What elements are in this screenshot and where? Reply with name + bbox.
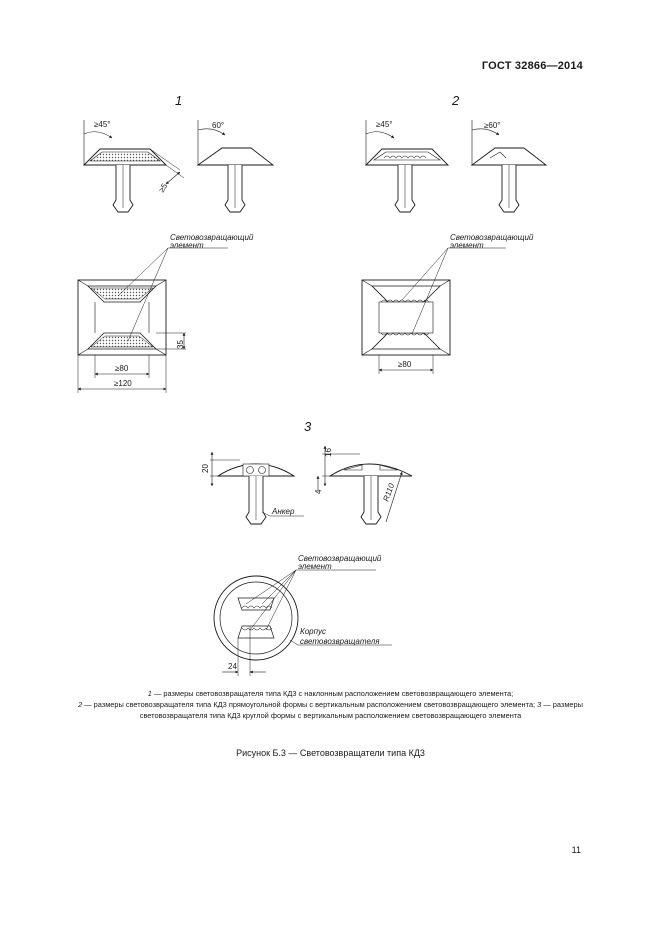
panel-3-plan-view <box>214 570 392 676</box>
legend-item-number: 2 <box>78 700 83 710</box>
angle-label: 60° <box>212 121 225 130</box>
body-label: Корпус <box>300 627 327 636</box>
body-label: световозвращателя <box>300 637 380 646</box>
legend-item-number: 1 <box>147 689 152 698</box>
reflective-element-label: Световозвращающий <box>298 554 382 563</box>
angle-label: ≥45° <box>376 120 393 129</box>
reflective-element-label: элемент <box>170 241 204 250</box>
page-number: 11 <box>571 845 581 855</box>
dimension-label: ≥5 <box>156 181 170 194</box>
reflective-element-label: элемент <box>298 562 332 571</box>
figure-legend <box>50 688 611 722</box>
panel-2-side-view-60 <box>472 120 546 212</box>
dimension-label: ≥80 <box>398 360 412 369</box>
panel-2-side-view-vertical <box>366 120 448 212</box>
anchor-label: Анкер <box>272 507 295 516</box>
panel-3-side-view-radius <box>314 446 412 524</box>
panel-1-side-view-inclined <box>84 120 184 212</box>
legend-item-text: — размеры световозвращателя типа КД3 с наклонным расположением световозвращающего элемента; <box>151 689 514 698</box>
legend-item-text: — размеры световозвращателя типа КД3 круглой формы с вертикальным расположением световозвращающего элемента <box>139 700 583 721</box>
figure-title: Рисунок Б.3 — Световозвращатели типа КД3 <box>236 748 425 758</box>
reflective-element-label: Световозвращающий <box>450 233 534 242</box>
panel-3-label: 3 <box>304 419 312 434</box>
panel-1-side-view-60 <box>198 120 273 212</box>
panel-1-label: 1 <box>175 93 183 108</box>
dimension-label: ≥80 <box>115 364 129 373</box>
legend-item-text: — размеры световозвращателя типа КД3 прямоугольной формы с вертикальным расположением световозвращающего элемента; <box>82 700 536 710</box>
dimension-label: ≥120 <box>114 379 132 388</box>
panel-2-plan-view <box>362 248 506 374</box>
legend-item-number: 3 <box>537 700 542 710</box>
panel-1-plan-view <box>78 248 228 393</box>
angle-label: ≥60° <box>484 121 501 130</box>
reflective-element-label: Световозвращающий <box>170 233 254 242</box>
dimension-label: 20 <box>201 464 210 473</box>
panel-2-label: 2 <box>452 93 460 108</box>
reflective-element-label: элемент <box>450 241 484 250</box>
angle-label: ≥45° <box>94 120 111 129</box>
standard-header: ГОСТ 32866—2014 <box>481 60 583 72</box>
dimension-label: 16 <box>324 448 333 457</box>
radius-label: R110 <box>381 482 397 503</box>
dimension-label: 4 <box>314 489 323 494</box>
dimension-label: 24 <box>228 662 237 671</box>
dimension-label: 35 <box>176 340 185 349</box>
